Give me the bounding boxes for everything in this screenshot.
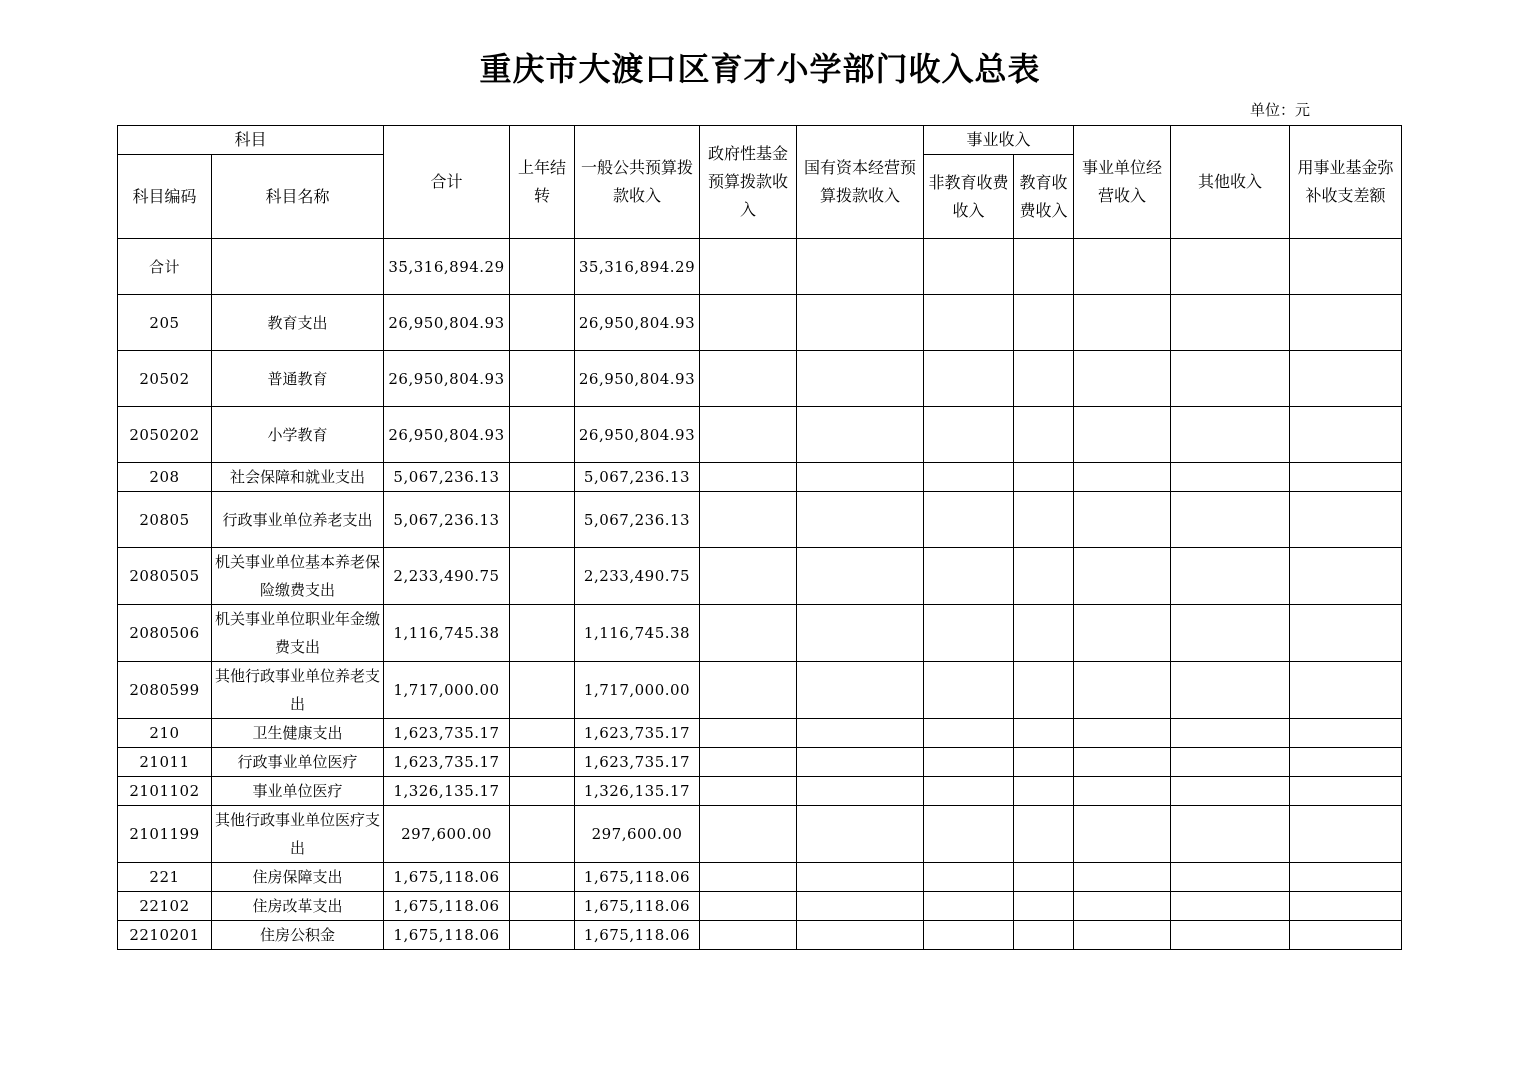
cell-name: 其他行政事业单位医疗支出 <box>212 806 384 863</box>
cell-state-capital <box>797 407 924 463</box>
cell-edu-fee <box>1014 295 1074 351</box>
header-name: 科目名称 <box>212 155 384 239</box>
cell-code: 2080506 <box>118 605 212 662</box>
cell-carryover <box>510 295 575 351</box>
cell-general-budget: 1,675,118.06 <box>575 892 700 921</box>
cell-non-edu-fee <box>924 863 1014 892</box>
cell-carryover <box>510 748 575 777</box>
cell-state-capital <box>797 921 924 950</box>
cell-operating-income <box>1074 892 1171 921</box>
header-edu-fee: 教育收费收入 <box>1014 155 1074 239</box>
cell-state-capital <box>797 719 924 748</box>
table-row <box>118 863 1402 892</box>
cell-other-income <box>1171 921 1290 950</box>
cell-operating-income <box>1074 463 1171 492</box>
cell-edu-fee <box>1014 777 1074 806</box>
cell-carryover <box>510 351 575 407</box>
cell-code: 205 <box>118 295 212 351</box>
header-other-income: 其他收入 <box>1171 126 1290 239</box>
cell-total: 2,233,490.75 <box>384 548 510 605</box>
cell-general-budget: 26,950,804.93 <box>575 407 700 463</box>
table-row <box>118 295 1402 351</box>
cell-fund-offset <box>1290 548 1402 605</box>
cell-carryover <box>510 892 575 921</box>
cell-state-capital <box>797 806 924 863</box>
cell-gov-fund <box>700 239 797 295</box>
cell-total: 1,326,135.17 <box>384 777 510 806</box>
cell-name: 其他行政事业单位养老支出 <box>212 662 384 719</box>
cell-carryover <box>510 921 575 950</box>
header-subject: 科目 <box>118 126 384 155</box>
cell-state-capital <box>797 239 924 295</box>
cell-other-income <box>1171 605 1290 662</box>
cell-gov-fund <box>700 777 797 806</box>
cell-non-edu-fee <box>924 892 1014 921</box>
cell-name: 机关事业单位基本养老保险缴费支出 <box>212 548 384 605</box>
cell-state-capital <box>797 463 924 492</box>
cell-edu-fee <box>1014 351 1074 407</box>
cell-non-edu-fee <box>924 295 1014 351</box>
cell-carryover <box>510 548 575 605</box>
cell-other-income <box>1171 295 1290 351</box>
cell-gov-fund <box>700 863 797 892</box>
cell-name: 行政事业单位医疗 <box>212 748 384 777</box>
cell-non-edu-fee <box>924 407 1014 463</box>
cell-operating-income <box>1074 748 1171 777</box>
cell-fund-offset <box>1290 892 1402 921</box>
cell-state-capital <box>797 662 924 719</box>
cell-total: 35,316,894.29 <box>384 239 510 295</box>
cell-fund-offset <box>1290 662 1402 719</box>
cell-other-income <box>1171 239 1290 295</box>
cell-code: 21011 <box>118 748 212 777</box>
cell-other-income <box>1171 748 1290 777</box>
cell-gov-fund <box>700 806 797 863</box>
cell-gov-fund <box>700 295 797 351</box>
header-total: 合计 <box>384 126 510 239</box>
cell-name: 卫生健康支出 <box>212 719 384 748</box>
cell-code: 2101199 <box>118 806 212 863</box>
cell-total: 1,675,118.06 <box>384 921 510 950</box>
cell-name: 教育支出 <box>212 295 384 351</box>
table-body <box>118 239 1402 950</box>
cell-gov-fund <box>700 748 797 777</box>
cell-fund-offset <box>1290 806 1402 863</box>
cell-other-income <box>1171 719 1290 748</box>
cell-operating-income <box>1074 777 1171 806</box>
cell-total: 1,623,735.17 <box>384 748 510 777</box>
cell-carryover <box>510 777 575 806</box>
cell-other-income <box>1171 863 1290 892</box>
cell-operating-income <box>1074 295 1171 351</box>
cell-other-income <box>1171 662 1290 719</box>
cell-code: 22102 <box>118 892 212 921</box>
cell-code: 20805 <box>118 492 212 548</box>
cell-other-income <box>1171 407 1290 463</box>
cell-gov-fund <box>700 605 797 662</box>
cell-fund-offset <box>1290 777 1402 806</box>
table-row <box>118 548 1402 605</box>
cell-name: 机关事业单位职业年金缴费支出 <box>212 605 384 662</box>
table-row <box>118 777 1402 806</box>
cell-edu-fee <box>1014 719 1074 748</box>
table-row <box>118 492 1402 548</box>
cell-non-edu-fee <box>924 492 1014 548</box>
cell-other-income <box>1171 777 1290 806</box>
cell-fund-offset <box>1290 407 1402 463</box>
cell-operating-income <box>1074 662 1171 719</box>
cell-operating-income <box>1074 921 1171 950</box>
cell-non-edu-fee <box>924 351 1014 407</box>
cell-name: 事业单位医疗 <box>212 777 384 806</box>
cell-state-capital <box>797 748 924 777</box>
cell-edu-fee <box>1014 892 1074 921</box>
cell-general-budget: 26,950,804.93 <box>575 351 700 407</box>
cell-carryover <box>510 719 575 748</box>
cell-total: 1,116,745.38 <box>384 605 510 662</box>
cell-gov-fund <box>700 492 797 548</box>
cell-edu-fee <box>1014 748 1074 777</box>
table-row <box>118 719 1402 748</box>
cell-code: 210 <box>118 719 212 748</box>
header-carryover: 上年结转 <box>510 126 575 239</box>
cell-edu-fee <box>1014 605 1074 662</box>
cell-code: 20502 <box>118 351 212 407</box>
cell-fund-offset <box>1290 748 1402 777</box>
cell-state-capital <box>797 892 924 921</box>
header-gov-fund: 政府性基金预算拨款收入 <box>700 126 797 239</box>
table-row <box>118 662 1402 719</box>
cell-fund-offset <box>1290 295 1402 351</box>
cell-non-edu-fee <box>924 548 1014 605</box>
cell-name: 普通教育 <box>212 351 384 407</box>
header-fund-offset: 用事业基金弥补收支差额 <box>1290 126 1402 239</box>
unit-label: 单位：元 <box>1250 101 1311 119</box>
cell-carryover <box>510 605 575 662</box>
cell-general-budget: 1,116,745.38 <box>575 605 700 662</box>
table-row <box>118 239 1402 295</box>
cell-fund-offset <box>1290 863 1402 892</box>
cell-non-edu-fee <box>924 777 1014 806</box>
cell-other-income <box>1171 548 1290 605</box>
table-row <box>118 748 1402 777</box>
cell-code: 221 <box>118 863 212 892</box>
cell-name: 行政事业单位养老支出 <box>212 492 384 548</box>
cell-general-budget: 35,316,894.29 <box>575 239 700 295</box>
cell-total: 1,623,735.17 <box>384 719 510 748</box>
cell-fund-offset <box>1290 719 1402 748</box>
table-row <box>118 921 1402 950</box>
cell-total: 1,717,000.00 <box>384 662 510 719</box>
cell-gov-fund <box>700 662 797 719</box>
cell-operating-income <box>1074 548 1171 605</box>
header-operating-income: 事业单位经营收入 <box>1074 126 1171 239</box>
cell-carryover <box>510 407 575 463</box>
cell-name: 社会保障和就业支出 <box>212 463 384 492</box>
cell-edu-fee <box>1014 463 1074 492</box>
cell-name: 住房改革支出 <box>212 892 384 921</box>
cell-edu-fee <box>1014 407 1074 463</box>
table-row <box>118 407 1402 463</box>
cell-total: 26,950,804.93 <box>384 407 510 463</box>
cell-general-budget: 1,326,135.17 <box>575 777 700 806</box>
cell-code: 2101102 <box>118 777 212 806</box>
page-title: 重庆市大渡口区育才小学部门收入总表 <box>479 50 1041 88</box>
cell-general-budget: 1,623,735.17 <box>575 748 700 777</box>
cell-gov-fund <box>700 892 797 921</box>
income-table <box>117 125 1402 950</box>
cell-general-budget: 5,067,236.13 <box>575 492 700 548</box>
cell-name: 住房公积金 <box>212 921 384 950</box>
cell-edu-fee <box>1014 921 1074 950</box>
header-business-income: 事业收入 <box>924 126 1074 155</box>
cell-general-budget: 26,950,804.93 <box>575 295 700 351</box>
cell-non-edu-fee <box>924 748 1014 777</box>
cell-gov-fund <box>700 719 797 748</box>
cell-gov-fund <box>700 548 797 605</box>
cell-other-income <box>1171 492 1290 548</box>
cell-code: 2080599 <box>118 662 212 719</box>
cell-general-budget: 297,600.00 <box>575 806 700 863</box>
table-row <box>118 892 1402 921</box>
cell-carryover <box>510 239 575 295</box>
cell-total: 26,950,804.93 <box>384 295 510 351</box>
cell-fund-offset <box>1290 463 1402 492</box>
cell-edu-fee <box>1014 863 1074 892</box>
cell-edu-fee <box>1014 239 1074 295</box>
cell-operating-income <box>1074 719 1171 748</box>
cell-gov-fund <box>700 407 797 463</box>
cell-fund-offset <box>1290 605 1402 662</box>
cell-non-edu-fee <box>924 605 1014 662</box>
cell-operating-income <box>1074 492 1171 548</box>
cell-other-income <box>1171 892 1290 921</box>
cell-total: 5,067,236.13 <box>384 463 510 492</box>
cell-edu-fee <box>1014 492 1074 548</box>
cell-general-budget: 1,675,118.06 <box>575 921 700 950</box>
cell-general-budget: 2,233,490.75 <box>575 548 700 605</box>
cell-general-budget: 5,067,236.13 <box>575 463 700 492</box>
cell-state-capital <box>797 351 924 407</box>
table-row <box>118 463 1402 492</box>
cell-total: 5,067,236.13 <box>384 492 510 548</box>
cell-non-edu-fee <box>924 662 1014 719</box>
header-non-edu-fee: 非教育收费收入 <box>924 155 1014 239</box>
cell-gov-fund <box>700 351 797 407</box>
cell-state-capital <box>797 863 924 892</box>
cell-state-capital <box>797 548 924 605</box>
cell-total: 297,600.00 <box>384 806 510 863</box>
cell-operating-income <box>1074 351 1171 407</box>
cell-non-edu-fee <box>924 239 1014 295</box>
cell-edu-fee <box>1014 548 1074 605</box>
cell-other-income <box>1171 351 1290 407</box>
cell-name <box>212 239 384 295</box>
cell-carryover <box>510 806 575 863</box>
cell-general-budget: 1,717,000.00 <box>575 662 700 719</box>
cell-state-capital <box>797 295 924 351</box>
cell-non-edu-fee <box>924 463 1014 492</box>
cell-edu-fee <box>1014 806 1074 863</box>
cell-operating-income <box>1074 407 1171 463</box>
cell-fund-offset <box>1290 351 1402 407</box>
cell-code: 2080505 <box>118 548 212 605</box>
cell-code: 合计 <box>118 239 212 295</box>
table-row <box>118 806 1402 863</box>
cell-carryover <box>510 492 575 548</box>
cell-non-edu-fee <box>924 719 1014 748</box>
cell-code: 208 <box>118 463 212 492</box>
cell-total: 1,675,118.06 <box>384 892 510 921</box>
table-row <box>118 351 1402 407</box>
cell-name: 住房保障支出 <box>212 863 384 892</box>
cell-code: 2050202 <box>118 407 212 463</box>
cell-gov-fund <box>700 463 797 492</box>
cell-total: 1,675,118.06 <box>384 863 510 892</box>
cell-name: 小学教育 <box>212 407 384 463</box>
cell-general-budget: 1,675,118.06 <box>575 863 700 892</box>
table-row <box>118 605 1402 662</box>
header-general-budget: 一般公共预算拨款收入 <box>575 126 700 239</box>
header-code: 科目编码 <box>118 155 212 239</box>
cell-operating-income <box>1074 863 1171 892</box>
cell-carryover <box>510 863 575 892</box>
cell-operating-income <box>1074 605 1171 662</box>
header-state-capital: 国有资本经营预算拨款收入 <box>797 126 924 239</box>
cell-fund-offset <box>1290 921 1402 950</box>
cell-fund-offset <box>1290 239 1402 295</box>
cell-gov-fund <box>700 921 797 950</box>
cell-edu-fee <box>1014 662 1074 719</box>
cell-non-edu-fee <box>924 806 1014 863</box>
cell-operating-income <box>1074 239 1171 295</box>
cell-other-income <box>1171 806 1290 863</box>
cell-fund-offset <box>1290 492 1402 548</box>
cell-general-budget: 1,623,735.17 <box>575 719 700 748</box>
cell-carryover <box>510 662 575 719</box>
cell-operating-income <box>1074 806 1171 863</box>
cell-non-edu-fee <box>924 921 1014 950</box>
cell-state-capital <box>797 492 924 548</box>
cell-carryover <box>510 463 575 492</box>
cell-other-income <box>1171 463 1290 492</box>
cell-code: 2210201 <box>118 921 212 950</box>
cell-state-capital <box>797 605 924 662</box>
cell-state-capital <box>797 777 924 806</box>
cell-total: 26,950,804.93 <box>384 351 510 407</box>
